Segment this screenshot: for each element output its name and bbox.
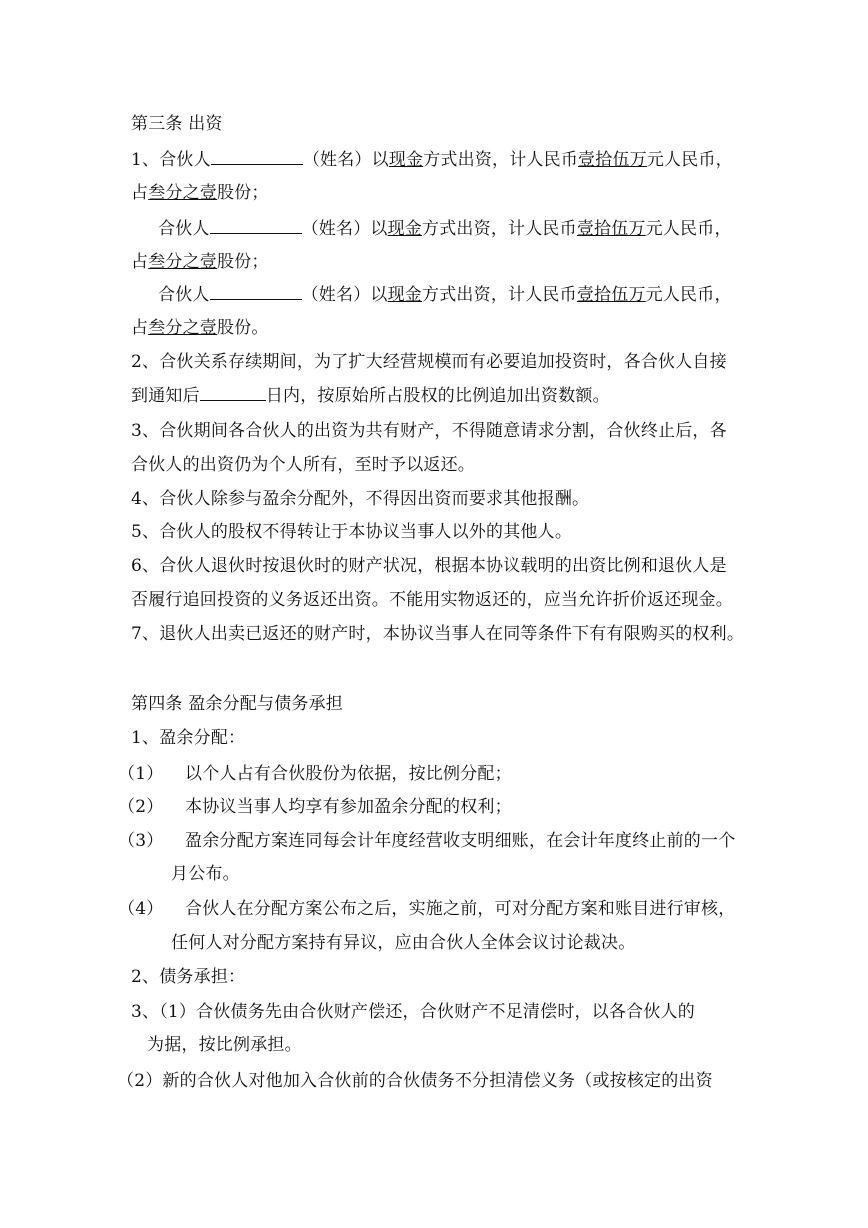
item-text: 本协议当事人均享有参加盈余分配的权利； — [185, 797, 512, 817]
debt-item-1: 3、（1）合伙债务先由合伙财产偿还，合伙财产不足清偿时，以各合伙人的 — [131, 1002, 695, 1022]
underlined-text: 现金 — [387, 285, 423, 305]
underlined-text: 壹拾伍万 — [578, 150, 647, 170]
clause-6-line-1: 6、合伙人退伙时按退伙时的财产状况，根据本协议载明的出资比例和退伙人是 — [131, 556, 727, 576]
item-number: （1） — [118, 764, 164, 784]
underlined-text: 现金 — [388, 150, 424, 170]
text: 到通知后 — [131, 386, 200, 406]
clause-7: 7、退伙人出卖已返还的财产时，本协议当事人在同等条件下有有限购买的权利。 — [131, 624, 745, 644]
article-4-title: 第四条 盈余分配与债务承担 — [131, 694, 344, 714]
name-blank — [210, 285, 302, 300]
text: 合伙人 — [158, 285, 210, 305]
underlined-text: 叁分之壹 — [148, 318, 218, 338]
text: （姓名）以 — [302, 150, 389, 170]
text: 元人民币， — [645, 219, 732, 239]
clause-2-line-2 — [131, 386, 741, 406]
clause-1-partner-2 — [158, 219, 768, 239]
text: 股份； — [217, 183, 269, 203]
item-text: 合伙人在分配方案公布之后，实施之前，可对分配方案和账目进行审核， — [185, 899, 736, 919]
item-number: （3） — [118, 831, 164, 851]
clause-3-line-2: 合伙人的出资仍为个人所有，至时予以返还。 — [131, 455, 475, 475]
text: 元人民币， — [645, 285, 732, 305]
underlined-text: 现金 — [387, 219, 423, 239]
clause-4: 4、合伙人除参与盈余分配外，不得因出资而要求其他报酬。 — [131, 489, 590, 509]
clause-1-partner-3-share — [131, 318, 741, 338]
item-text: 月公布。 — [171, 864, 240, 884]
text: 占 — [131, 183, 149, 203]
text: （姓名）以 — [301, 219, 388, 239]
underlined-text: 叁分之壹 — [148, 252, 218, 272]
article-3-title: 第三条 出资 — [131, 114, 223, 134]
text: 方式出资，计人民币 — [422, 285, 577, 305]
item-number: （2） — [118, 797, 164, 817]
text: 元人民币， — [646, 150, 733, 170]
clause-1-partner-2-share — [131, 252, 741, 272]
text: 1、合伙人 — [131, 150, 211, 170]
section-debt: 2、债务承担： — [131, 967, 246, 987]
item-number: （4） — [118, 899, 164, 919]
text: 股份。 — [217, 318, 269, 338]
clause-5: 5、合伙人的股权不得转让于本协议当事人以外的其他人。 — [131, 522, 573, 542]
name-blank — [210, 219, 302, 234]
item-text: 盈余分配方案连同每会计年度经营收支明细账，在会计年度终止前的一个 — [185, 831, 736, 851]
clause-2-line-1: 2、合伙关系存续期间，为了扩大经营规模而有必要追加投资时，各合伙人自接 — [131, 352, 727, 372]
underlined-text: 叁分之壹 — [148, 183, 218, 203]
text: 方式出资，计人民币 — [422, 219, 577, 239]
text: 股份； — [217, 252, 269, 272]
days-blank — [200, 386, 266, 401]
text: 占 — [131, 252, 149, 272]
clause-1-partner-3 — [158, 285, 768, 305]
text: 占 — [131, 318, 149, 338]
name-blank — [211, 150, 303, 165]
clause-1-partner-1-share — [131, 183, 741, 203]
text: （姓名）以 — [301, 285, 388, 305]
clause-3-line-1: 3、合伙期间各合伙人的出资为共有财产，不得随意请求分割，合伙终止后，各 — [131, 421, 727, 441]
debt-item-2: （2）新的合伙人对他加入合伙前的合伙债务不分担清偿义务（或按核定的出资 — [117, 1071, 713, 1091]
clause-1-partner-1 — [131, 150, 741, 170]
text: 合伙人 — [158, 219, 210, 239]
text: 方式出资，计人民币 — [423, 150, 579, 170]
text: 日内，按原始所占股权的比例追加出资数额。 — [265, 386, 610, 406]
clause-6-line-2: 否履行追回投资的义务返还出资。不能用实物返还的，应当允许折价返还现金。 — [131, 590, 733, 610]
item-text: 任何人对分配方案持有异议，应由合伙人全体会议讨论裁决。 — [171, 933, 636, 953]
item-text: 以个人占有合伙股份为依据，按比例分配； — [185, 764, 512, 784]
item-text: 为据，按比例承担。 — [147, 1035, 302, 1055]
underlined-text: 壹拾伍万 — [576, 219, 646, 239]
underlined-text: 壹拾伍万 — [576, 285, 646, 305]
section-profit-distribution: 1、盈余分配： — [131, 728, 246, 748]
